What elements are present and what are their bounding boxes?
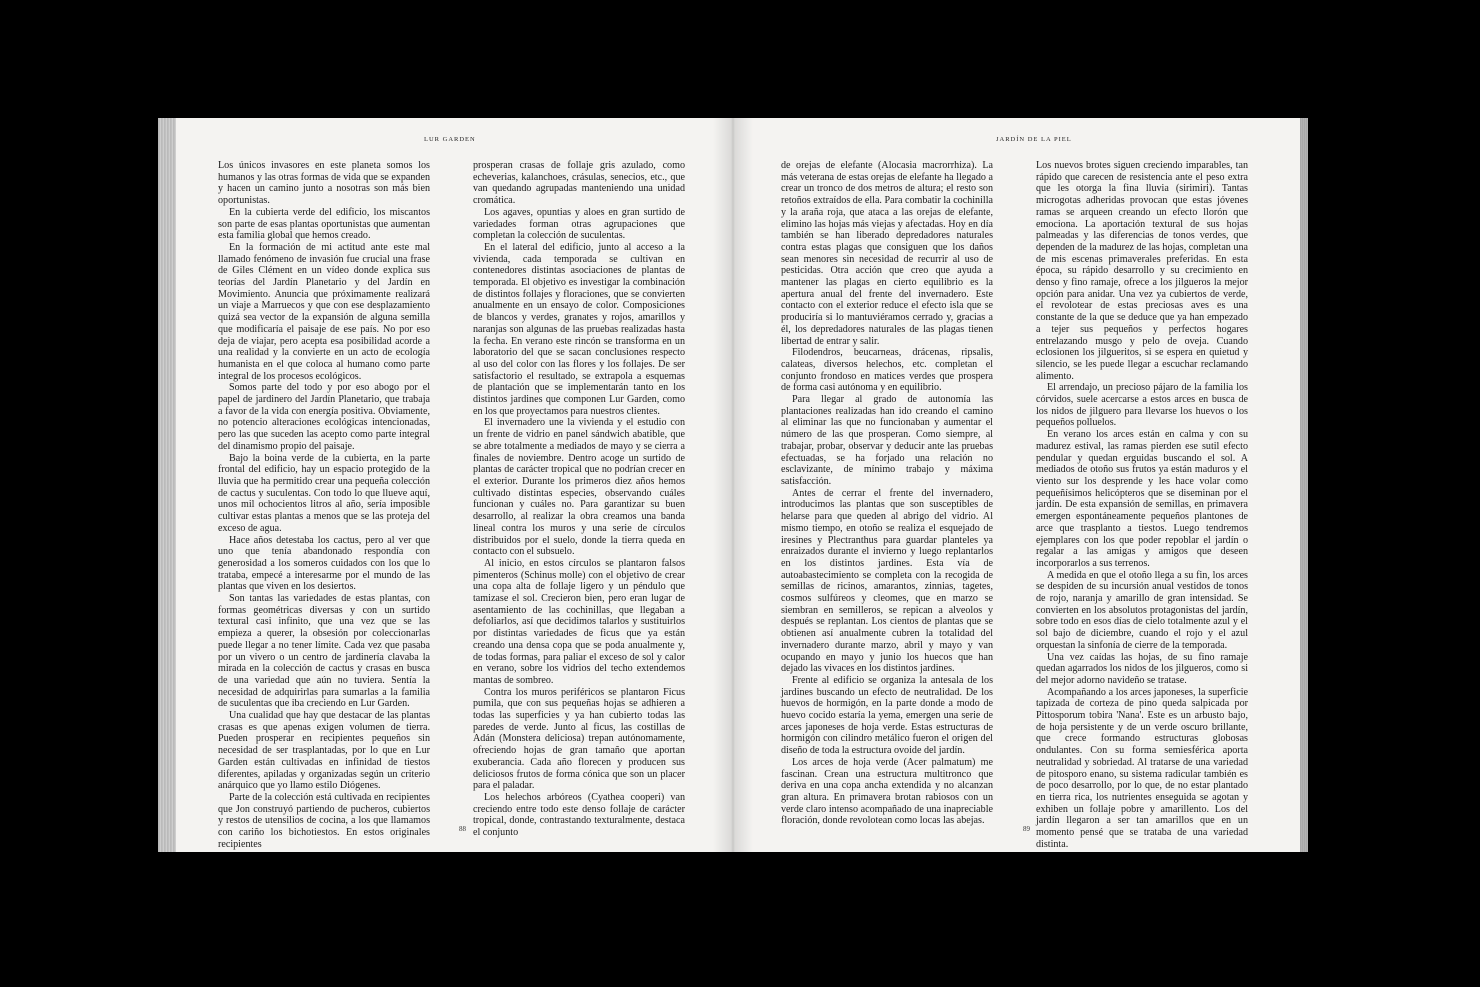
paragraph: Los agaves, opuntias y aloes en gran surtido de variedades forman otras agrupaciones que completan la colección de suculentas. [473,206,685,242]
paragraph: Somos parte del todo y por eso abogo por el papel de jardinero del Jardín Planetario, que trabaja a favor de la vida con energía positiva. Obviamente, no potencio alteraciones ecológicas intencionadas, pero las que suceden las acepto como parte integral del dinamismo propio del paisaje. [218,382,430,452]
left-column-2 [473,160,685,839]
paragraph: Parte de la colección está cultivada en recipientes que Jon construyó partiendo de pucheros, cubiertos y restos de utensilios de cocina, a los que llamamos con cariño los bichotiestos. En estos originales recipientes [218,791,430,850]
paragraph: En la formación de mi actitud ante este mal llamado fenómeno de invasión fue crucial una frase de Giles Clément en un vídeo donde explica sus teorías del Jardín Planetario y del Jardín en Movimiento. Anuncia que próximamente realizará un viaje a Marruecos y que con ese desplazamiento quizá sea vector de la expansión de alguna semilla que modificaría el paisaje de ese país. No por eso deja de viajar, pero acepta esa posibilidad acorde a una realidad y la convierte en un acto de ecología humanista en el que coloca al humano como parte integral de los procesos ecológicos. [218,241,430,382]
paragraph: El arrendajo, un precioso pájaro de la familia los córvidos, suele acercarse a estos arces en busca de los nidos de jilguero para llevarse los huevos o los pequeños polluelos. [1036,382,1248,429]
paragraph: Son tantas las variedades de estas plantas, con formas geométricas diversas y con un surtido textural casi infinito, que una vez que se las empieza a querer, la obsesión por coleccionarlas puede llegar a no tener límite. Cada vez que pasaba por un vivero o un centro de jardinería clavaba la mirada en la colección de cactus y crasas en busca de una variedad que aún no tuviera. Sentía la necesidad de adquirirlas para sumarlas a la familia de suculentas que iba creciendo en Lur Garden. [218,593,430,710]
page-edges-right [1300,118,1308,852]
paragraph: En verano los arces están en calma y con su madurez estival, las ramas pierden ese sutil efecto pendular y quedan erguidas buscando el sol. A mediados de otoño sus frutos ya están maduros y el viento sur los desprende y les hace volar como pequeñísimos helicópteros que se diseminan por el jardín. De esta expansión de semillas, en primavera emergen espontáneamente pequeños plantones de arce que trasplanto a tiestos. Luego tendremos ejemplares con los que poder repoblar el jardín o regalar a las amigas y amigos que deseen incorporarlos a sus terrenos. [1036,429,1248,569]
paragraph: Los únicos invasores en este planeta somos los humanos y las otras formas de vida que se expanden y hacen un camino junto a nosotras son más bien oportunistas. [218,160,430,207]
paragraph: de orejas de elefante (Alocasia macrorrhiza). La más veterana de estas orejas de elefante ha llegado a crear un tronco de dos metros de altura; el resto son retoños extraídos de ella. Para combatir la cochinilla y la araña roja, que ataca a las orejas de elefante, elimino las hojas más viejas y afectadas. Hoy en día también se han liberado depredadores naturales contra estas plagas que consiguen que los daños sean menores sin necesidad de recurrir al uso de pesticidas. Otra acción que creo que ayuda a mantener las plagas en cierto equilibrio es la apertura anual del frente del invernadero. Este contacto con el exterior reduce el efecto isla que se produciría si lo mantuviéramos cerrado y, gracias a él, los depredadores naturales de las plagas tienen libertad de entrar y salir. [781,160,993,347]
paragraph: Frente al edificio se organiza la antesala de los jardines buscando un efecto de neutralidad. De los huevos de hormigón, en la parte donde a modo de huevo cocido estaría la yema, emergen una serie de arces japoneses de hoja verde. Estas estructuras de hormigón con cilindro metálico fueron el origen del diseño de toda la estructura ovoide del jardín. [781,674,993,757]
right-column-1 [781,160,993,827]
page-number-left: 88 [459,825,466,833]
paragraph: Los helechos arbóreos (Cyathea cooperi) van creciendo entre todo este denso follaje de carácter tropical, donde, contrastando texturalmente, destaca el conjunto [473,791,685,839]
paragraph: Bajo la boina verde de la cubierta, en la parte frontal del edificio, hay un espacio protegido de la lluvia que ha permitido crear una pequeña colección de cactus y suculentas. Con todo lo que llueve aquí, unos mil ochocientos litros al año, sería imposible cultivar estas plantas a menos que se las proteja del exceso de agua. [218,452,430,534]
paragraph: prosperan crasas de follaje gris azulado, como echeverias, kalanchoes, crásulas, senecios, etc., que van quedando agrupadas manteniendo una unidad cromática. [473,160,685,207]
paragraph: Los arces de hoja verde (Acer palmatum) me fascinan. Crean una estructura multitronco que deriva en una copa ancha extendida y no alcanzan gran altura. En primavera brotan rabiosos con un verde claro intenso acompañado de una inapreciable floración, donde revolotean como locas las abejas. [781,756,993,827]
book-gutter [713,118,753,852]
paragraph: En el lateral del edificio, junto al acceso a la vivienda, cada temporada se cultivan en contenedores distintas asociaciones de plantas de temporada. El objetivo es investigar la combinación de distintos follajes y floraciones, que se convierten anualmente en un ensayo de color. Composiciones de blancos y verdes, granates y rojos, amarillos y naranjas son algunas de las pruebas realizadas hasta la fecha. En verano este rincón se transforma en un laboratorio del que se sacan conclusiones respecto al uso del color con las flores y los follajes. De ser satisfactorio el resultado, se extrapola a esquemas de plantación que se implementarán tanto en los distintos jardines que componen Lur Garden, como en los que proyectamos para nuestros clientes. [473,241,685,417]
paragraph: El invernadero une la vivienda y el estudio con un frente de vidrio en panel sándwich abatible, que se abre totalmente a mediados de mayo y se cierra a finales de noviembre. Dentro acoge un surtido de plantas de carácter tropical que no podrían crecer en el exterior. Durante los primeros diez años hemos cultivado distintas especies, observando cuáles funcionan y cuáles no. Para garantizar su buen desarrollo, al realizar la obra creamos una banda lineal contra los muros y una serie de círculos distribuidos por el suelo, donde la tierra queda en contacto con el subsuelo. [473,417,685,558]
paragraph: A medida en que el otoño llega a su fin, los arces se despiden de su incursión anual vestidos de tonos de rojo, naranja y amarillo de gran intensidad. Se convierten en los absolutos protagonistas del jardín, sobre todo en esos días de cielo totalmente azul y el sol bajo de diciembre, cuando el rojo y el azul orquestan la sinfonía de cierre de la temporada. [1036,569,1248,651]
right-column-2 [1036,160,1248,850]
paragraph: Al inicio, en estos círculos se plantaron falsos pimenteros (Schinus molle) con el objetivo de crear una copa alta de follaje ligero y un péndulo que tamizase el sol. Crecieron bien, pero eran lugar de asentamiento de las cochinillas, que llegaban a defoliarlos, así que decidimos talarlos y sustituirlos por distintas variedades de ficus que ya están creando una densa copa que se poda anualmente y, de todas formas, para paliar el exceso de sol y calor en verano, sobre los vidrios del techo extendemos mantas de sombreo. [473,557,685,686]
paragraph: En la cubierta verde del edificio, los miscantos son parte de esas plantas oportunistas que aumentan esta familia global que hemos creado. [218,206,430,242]
paragraph: Filodendros, beucarneas, drácenas, ripsalis, calateas, diversos helechos, etc. completan el conjunto frondoso en matices verdes que prospera de forma casi autónoma y en equilibrio. [781,347,993,394]
paragraph: Acompañando a los arces japoneses, la superficie tapizada de corteza de pino queda salpicada por Pittosporum tobira 'Nana'. Este es un arbusto bajo, de hoja persistente y de un verde oscuro brillante, que crece formando estructuras globosas ondulantes. Con su forma semiesférica aporta neutralidad y sobriedad. Al tratarse de una variedad de pitosporo enano, su sistema radicular también es de poco desarrollo, por lo que, de no estar plantado en tierra rica, los nutrientes enseguida se agotan y exhiben un follaje pobre y amarillento. Los del jardín llegaron a ser tan amarillos que en un momento pensé que se trataba de una variedad distinta. [1036,686,1248,850]
paragraph: Los nuevos brotes siguen creciendo imparables, tan rápido que carecen de resistencia ante el peso extra que les otorga la fina lluvia (sirimiri). Tantas microgotas adheridas provocan que estas jóvenes ramas se arqueen creando un efecto llorón que emociona. La aportación textural de sus hojas palmeadas y las diferencias de tonos verdes, que dependen de la madurez de las hojas, completan una de mis escenas primaverales preferidas. En esta época, su rápido desarrollo y su crecimiento en denso y fino ramaje, ofrece a los jilgueros la mejor opción para anidar. Una vez ya cubiertos de verde, el revolotear de estas preciosas aves es una constante de la que se deduce que ya han empezado a tejer sus pequeños y perfectos hogares entrelazando musgo y pelo de oveja. Cuando eclosionen los jilgueritos, si se espera en quietud y silencio, se les puede llegar a escuchar reclamando alimento. [1036,160,1248,382]
book-spread [158,118,1308,852]
paragraph: Contra los muros periféricos se plantaron Ficus pumila, que con sus pequeñas hojas se adhieren a todas las superficies y ya han cubierto todas las paredes de verde. Junto al ficus, las costillas de Adán (Monstera deliciosa) trepan autónomamente, ofreciendo hojas de gran tamaño que aportan exuberancia. Cada año florecen y producen sus deliciosos frutos de forma cónica que son un placer para el paladar. [473,686,685,792]
paragraph: Una vez caídas las hojas, de su fino ramaje quedan agarrados los nidos de los jilgueros, como si del mejor adorno navideño se tratase. [1036,651,1248,686]
paragraph: Antes de cerrar el frente del invernadero, introducimos las plantas que son susceptibles de helarse para que queden al abrigo del vidrio. Al mismo tiempo, en otoño se realiza el esquejado de iresines y Plectranthus para guardar planteles ya enraizados durante el invierno y luego replantarlos en los distintos jardines. Esta vía de autoabastecimiento se completa con la recogida de semillas de ricinos, amarantos, zinnias, tagetes, cosmos sulfúreos y cleomes, que en marzo se siembran en semilleros, se repican a alveolos y después se replantan. Los cientos de plantas que se obtienen así anualmente cubren la totalidad del invernadero durante marzo, abril y mayo y van ocupando en mayo y junio los huecos que han dejado las vivaces en los distintos jardines. [781,487,993,675]
paragraph: Una cualidad que hay que destacar de las plantas crasas es que apenas exigen volumen de tierra. Pueden prosperar en recipientes pequeños sin necesidad de ser trasplantadas, por lo que en Lur Garden están cultivadas en infinidad de tiestos diferentes, apiladas y organizadas según un criterio anárquico que yo llamo estilo Diógenes. [218,710,430,792]
paragraph: Hace años detestaba los cactus, pero al ver que uno que tenía abandonado respondía con generosidad a los someros cuidados con los que lo trataba, empecé a interesarme por el mundo de las plantas que viven en los desiertos. [218,534,430,593]
paragraph: Para llegar al grado de autonomía las plantaciones realizadas han ido creando el camino al eliminar las que no funcionaban y aumentar el número de las que prosperan. Como siempre, al trabajar, probar, observar y deducir ante las pruebas efectuadas, se ha forjado una relación no esclavizante, de mínimo trabajo y máxima satisfacción. [781,394,993,487]
page-number-right: 89 [1023,825,1030,833]
running-head-right: JARDÍN DE LA PIEL [996,136,1072,143]
running-head-left: LUR GARDEN [424,136,476,143]
page-edges-left [158,118,176,852]
left-column-1 [218,160,430,850]
